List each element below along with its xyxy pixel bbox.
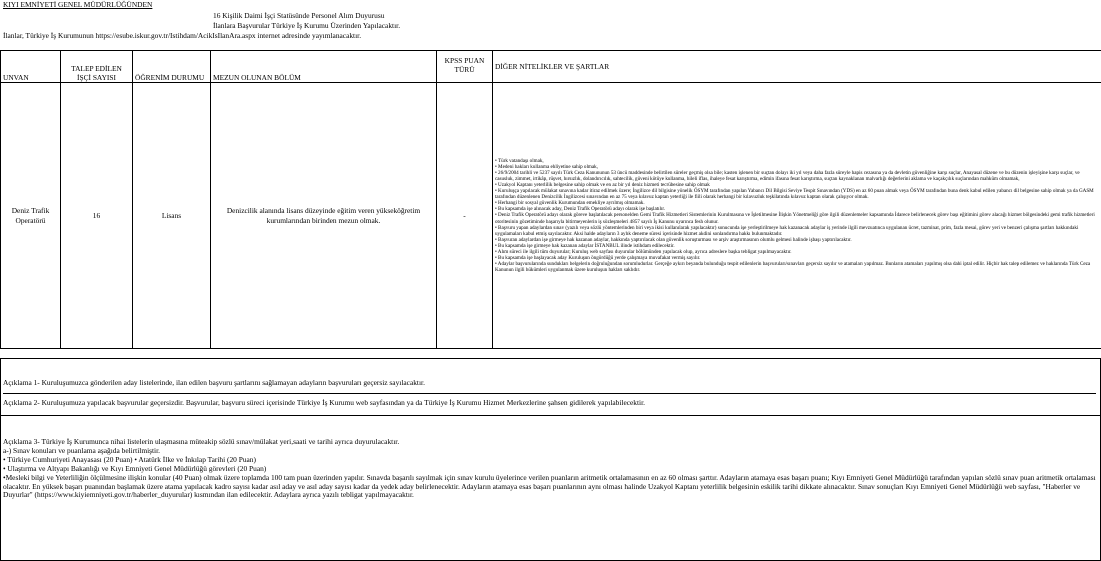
note-3 [3,438,1096,500]
note-1: Açıklama 1- Kuruluşumuzca gönderilen aday listelerinde, ilan edilen başvuru şartlarını sağlamayan adayların başvuruları geçersiz sayılacaktır. [3,378,1096,394]
note-3-line: •Mesleki bilgi ve Yeterliliğin ölçülmesine ilişkin konular (40 Puan) olmak üzere toplamda 100 tam puan üzerinden yapılır. Sınavda başarılı sayılmak için sınav kurulu üyelerince verilen puanların aritmetik ortalamasının en az 60 olması şarttır. Adayların atamaya esas başarı puanı; Kıyı Emniyeti Genel Müdürlüğü tarafından yapılan sözlü sınav puan aritmetik ortalaması olacaktır. En yüksek başarı puanından başlamak üzere atama yapılacak kadro sayısı kadar asıl aday ve asıl aday sayısı kadar da yedek aday belirlenecektir. Adayların atamaya esas başarı puanlarının aynı olması halinde Uzakyol Kaptanı yeterlilik belgesinin eskilik tarihi dikkate alınacaktır. Sınav sonuçları Kıyı Emniyeti Genel Müdürlüğü web sayfası, "Haberler ve Duyurlar" (https://www.kiyiemniyeti.gov.tr/haberler_duyurular) kısmından ilan edilecektir. Adaylara ayrıca yazılı tebligat yapılmayacaktır. [3,472,1096,500]
note-3-line: Açıklama 3- Türkiye İş Kurumunca nihai listelerin ulaşmasına müteakip sözlü sınav/mülakat yeri,saati ve tarihi ayrıca duyurulacaktır. [3,437,400,446]
cell-mezun-line2: kurumlarından birinden mezun olmak. [266,215,381,225]
col-header-unvan: UNVAN [1,51,61,83]
col-header-talep-line1: TALEP EDİLEN [71,64,122,73]
cell-sayi: 16 [61,83,133,349]
cell-ogrenim: Lisans [133,83,211,349]
note-2: Açıklama 2- Kuruluşumuza yapılacak başvurular geçersizdir. Başvurular, başvuru süreci içerisinde Türkiye İş Kurumu web sayfasından ya da Türkiye İş Kurumu Hizmet Merkezlerine şahsen gidilerek yapılabilecektir. [3,398,645,407]
announcement-subtitle: İlanlara Başvurular Türkiye İş Kurumu Üzerinden Yapılacaktır. [213,21,401,30]
list-item: • Alım süreci ile ilgili tüm duyurular; Kuruluş web sayfası duyurular bölümünden yapılacak olup, ayrıca adreslere başka tebligat yapılmayacaktır. [495,249,792,256]
requirements-list [495,158,1097,274]
list-item: • Bu kapsamda işe alınacak aday, Deniz Trafik Operatörü adayı olarak işe başlatılır. [495,206,666,213]
list-item: • Adaylar başvurularında sundukları belgelerin doğruluğundan sorumludurlar. Gerçeğe aykırı beyanda bulunduğu tespit edilenlerin başvuruları/sınavları geçersiz sayılır ve atamaları yapılmaz. Bunların atamaları yapılmış olsa dahi iptal edilir. Hiçbir hak talep edilemez ve haklarında Türk Ceza Kanunun ilgili hükümleri uygulanmak üzere kuruluşun hakları saklıdır. [495,261,1091,274]
col-header-talep [61,51,133,83]
cell-mezun-line1: Denizcilik alanında lisans düzeyinde eğitim veren yükseköğretim [226,205,421,215]
col-header-ogrenim: ÖĞRENİM DURUMU [133,51,211,83]
note-3-line: a-) Sınav konuları ve puanlama aşağıda belirtilmiştir. [3,445,161,455]
list-item: • Bu kapsamda işe girmeye hak kazanan adaylar İSTANBUL ilinde istihdam edilecektir. [495,242,675,249]
note-3-line: • Ulaştırma ve Altyapı Bakanlığı ve Kıyı Emniyeti Genel Müdürlüğü görevleri (20 Puan) [3,463,267,473]
cell-unvan-line1: Deniz Trafik [11,205,50,215]
list-item: • 26/9/2004 tarihli ve 5237 sayılı Türk Ceza Kanununun 53 üncü maddesinde belirtilen süreler geçmiş olsa bile; kasten işlenen bir suçtan dolayı iki yıl veya daha fazla süreyle hapis cezasına ya da devletin güvenliğine karşı suçlar, Anayasal düzene ve bu düzenin işleyişine karşı suçlar, ve casusluk, zimmet, irtikâp, rüşvet, hırsızlık, dolandırıcılık, sahtecilik, güveni kötüye kullanma, hileli iflas, ihaleye fesat karıştırma, edimin ifasına fesat karıştırma, suçtan kaynaklanan malvarlığı değerlerini aklama ve kaçakçılık suçlarından mahkûm olmamak, [495,169,1080,182]
announcement-title: 16 Kişilik Daimi İşçi Statüsünde Personel Alım Duyurusu [213,11,385,20]
col-header-kpss-line1: KPSS PUAN [444,56,485,65]
note-3-line: • Türkiye Cumhuriyeti Anayasası (20 Puan) • Atatürk İlke ve İnkılap Tarihi (20 Puan) [3,454,256,464]
col-header-talep-line2: İŞÇİ SAYISI [77,73,116,82]
divider [1,415,1100,416]
list-item: • Medeni hakları kullanma ehliyetine sahip olmak, [495,163,598,170]
cell-mezun [211,83,437,349]
col-header-diger: DİĞER NİTELİKLER VE ŞARTLAR [493,51,1101,83]
cell-unvan-line2: Operatörü [15,215,46,225]
col-header-mezun: MEZUN OLUNAN BÖLÜM [211,51,437,83]
list-item: • Bu kapsamda işe başlayacak aday Kuruluşun öngördüğü yerde çalışmaya muvafakat vermiş sayılır. [495,255,701,262]
announcement-url-line: İlanlar, Türkiye İş Kurumunun https://esube.iskur.gov.tr/Istihdam/AcikIsIlanAra.aspx internet adresinde yayımlanacaktır. [3,31,362,40]
cell-kpss: - [437,83,493,349]
notes-box [0,358,1101,561]
table-header-row [1,51,1101,83]
list-item: • Deniz Trafik Operatörü adayı olarak göreve başlatılacak personelden Gemi Trafik Hizmetleri Sistemlerinin Kurulmasına ve İşletilmesine İlişkin Yönetmeliği göre ilgili düzenlemeler kapsamında İdarece belirlenecek görev başı eğitimini görev alacağı hizmet bölgesindeki gemi trafik hizmetleri otoritesinin gözetiminde başarıyla bitirmeyenlerin iş sözleşmeleri 4857 sayılı İş Kanunu uyarınca fesh olunur. [495,212,1095,225]
list-item: • Başvuru yapan adaylardan sınav (yazılı veya sözlü yöntemlerinden biri veya ikisi kullanılarak yapılacaktır) sonucunda işe yerleştirilmeye hak kazanacak adaylar iş yerinde ilgili mevzuatınca uygulanan ücret, tazminat, prim, fazla mesai, görev yeri ve benzeri çalışma şartları hakkındaki uygulamaları kabul etmiş sayılacaktır. Aksi halde adayların 3 aylık deneme süresi içerisinde hizmet akdini sonlandırma hakkı bulunmaktadır. [495,224,1079,237]
positions-table [0,50,1101,349]
list-item: • Türk vatandaşı olmak, [495,157,544,164]
cell-unvan [1,83,61,349]
col-header-kpss-line2: TÜRÜ [454,65,475,74]
list-item: • Kuruluşça yapılacak mülakat sınavına kadar itiraz edilmek üzere; İngilizce dil bilgisine yönelik ÖSYM tarafından yapılan Yabancı Dil Bilgisi Seviye Tespit Sınavından (YDS) en az 60 puan almak veya ÖSYM tarafından buna denk kabul edilen yabancı dil belgesine sahip olmak ya da GASM tarafından düzenlenen Denizcilik İngilizcesi sınavından en az 75 veya kılavuz kaptan yeterliği ile fiili olarak herhangi bir kılavuzluk teşkilatında kılavuz kaptan olarak çalışıyor olmak. [495,188,1094,201]
col-header-kpss [437,51,493,83]
cell-requirements [493,83,1101,349]
list-item: • Uzakyol Kaptanı yeterlilik belgesine sahip olmak ve en az bir yıl deniz hizmeti tecrübesine sahip olmak [495,181,710,188]
list-item: • Başvuran adaylardan işe girmeye hak kazanan adaylar, hakkında yaptırılacak olan güvenlik soruşturması ve arşiv araştırmasının olumlu gelmesi halinde işbaşı yaptırılacaktır. [495,236,852,243]
table-row [1,83,1101,349]
org-title: KIYI EMNİYETİ GENEL MÜDÜRLÜĞÜNDEN [3,0,153,9]
list-item: • Herhangi bir sosyal güvenlik Kurumundan emekliye ayrılmış olmamak. [495,200,645,207]
